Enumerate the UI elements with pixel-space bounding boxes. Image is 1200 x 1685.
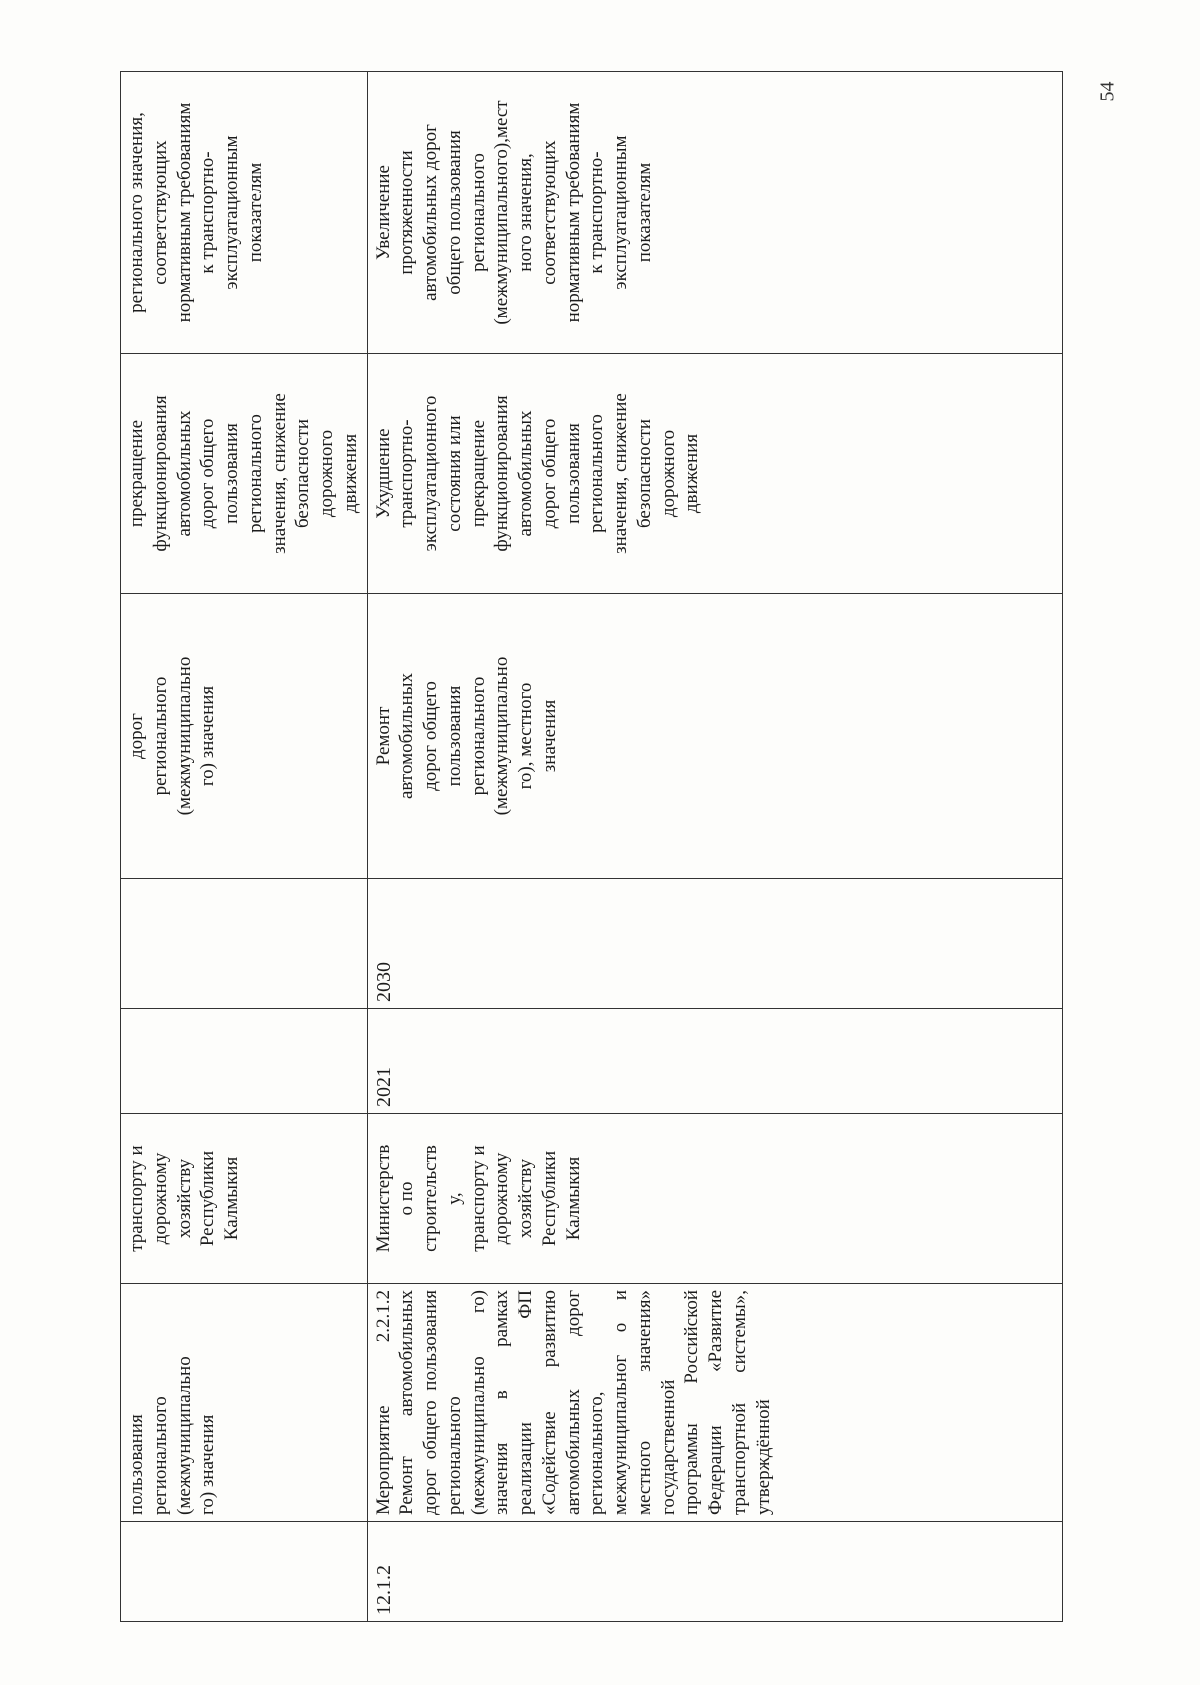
cell-consequences: Ухудшение транспортно- эксплуатационного состояния или прекращение функционирования автомобильных дорог общего пользования регионального значения, снижение безопасности дорожного движения	[367, 354, 1062, 594]
cell-start-year	[121, 1009, 368, 1114]
cell-responsible: транспорту и дорожному хозяйству Республики Калмыкия	[121, 1114, 368, 1284]
cell-number	[121, 1522, 368, 1622]
cell-responsible: Министерств о по строительств у, транспорту и дорожному хозяйству Республики Калмыкия	[367, 1114, 1062, 1284]
cell-consequences: прекращение функционирования автомобильных дорог общего пользования регионального значения, снижение безопасности дорожного движения	[121, 354, 368, 594]
cell-expected-result: дорог регионального (межмуниципально го) значения	[121, 594, 368, 879]
cell-expected-result: Ремонт автомобильных дорог общего пользования регионального (межмуниципально го), местного значения	[367, 594, 1062, 879]
cell-start-year: 2021	[367, 1009, 1062, 1114]
table-row	[367, 72, 1062, 1622]
cell-end-year	[121, 879, 368, 1009]
table-row	[121, 72, 368, 1622]
cell-indicator: Увеличение протяженности автомобильных дорог общего пользования регионального (межмуниципального),мест ного значения, соответствующих нормативным требованиям к транспортно- эксплуатационным показателям	[367, 72, 1062, 354]
page-number: 54	[1096, 81, 1119, 102]
measures-table	[120, 71, 1063, 1622]
cell-measure-name: Мероприятие 2.2.1.2 Ремонт автомобильных дорог общего пользования регионального (межмуниципально го) значения в рамках реализации ФП «Содействие развитию автомобильных дорог регионального, межмуниципальног о и местного значения» государственной программы Российской Федерации «Развитие транспортной системы», утверждённой	[367, 1284, 1062, 1522]
cell-indicator: регионального значения, соответствующих нормативным требованиям к транспортно- эксплуатационным показателям	[121, 72, 368, 354]
cell-number: 12.1.2	[367, 1522, 1062, 1622]
rotated-table-wrapper	[120, 72, 1060, 1622]
cell-measure-name: пользования регионального (межмуниципально го) значения	[121, 1284, 368, 1522]
cell-end-year: 2030	[367, 879, 1062, 1009]
